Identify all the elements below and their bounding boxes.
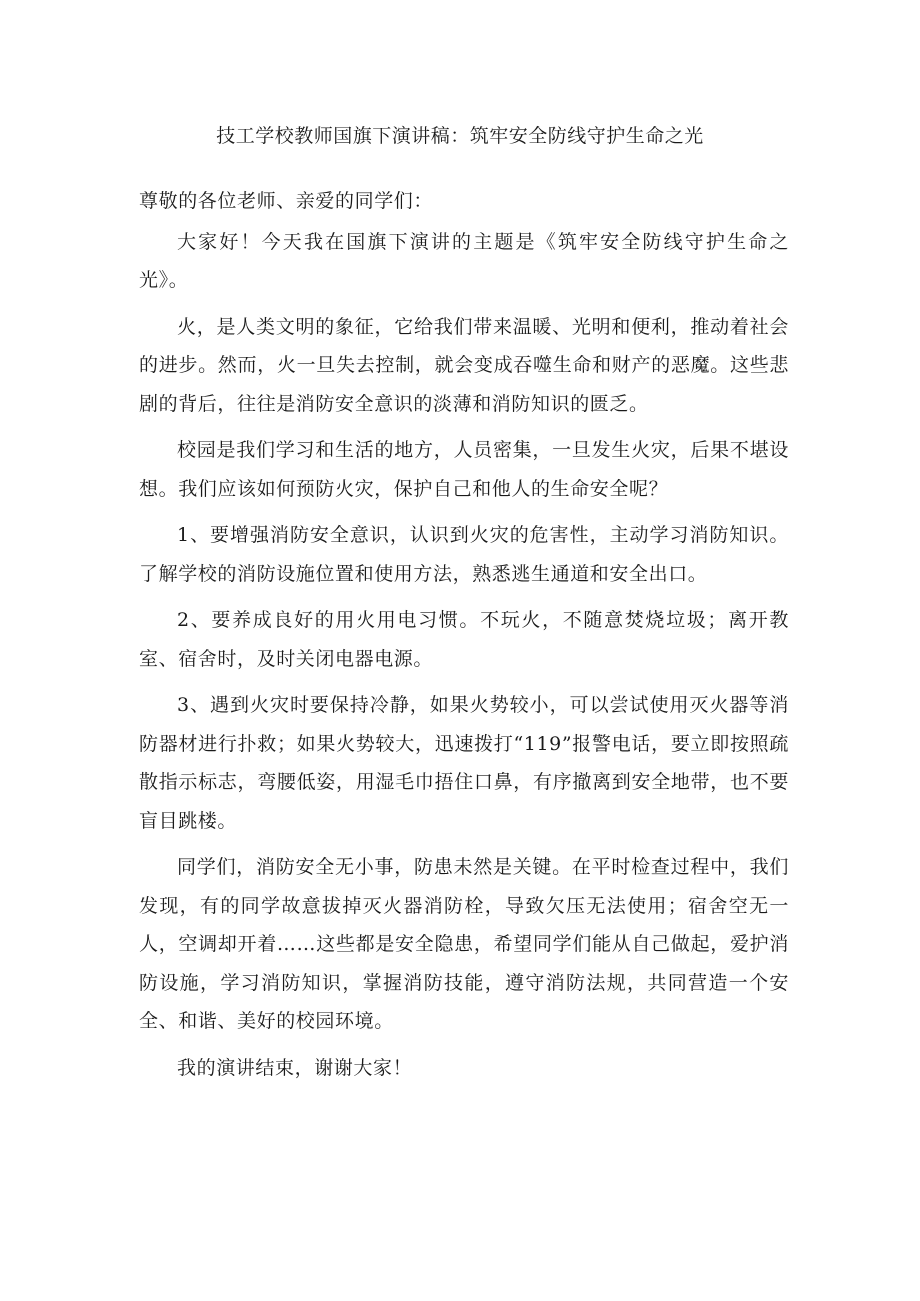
paragraph-intro: 大家好！今天我在国旗下演讲的主题是《筑牢安全防线守护生命之光》。 bbox=[139, 230, 789, 291]
paragraph-point-1: 1、要增强消防安全意识，认识到火灾的危害性，主动学习消防知识。了解学校的消防设施位置和使用方法，熟悉逃生通道和安全出口。 bbox=[139, 524, 789, 585]
paragraph-fire-symbol: 火，是人类文明的象征，它给我们带来温暖、光明和便利，推动着社会的进步。然而，火一旦失去控制，就会变成吞噬生命和财产的恶魔。这些悲剧的背后，往往是消防安全意识的淡薄和消防知识的匮乏。 bbox=[139, 315, 789, 415]
paragraph-point-3: 3、遇到火灾时要保持冷静，如果火势较小，可以尝试使用灭火器等消防器材进行扑救；如果火势较大，迅速拨打“119”报警电话，要立即按照疏散指示标志，弯腰低姿，用湿毛巾捂住口鼻，有序撤离到安全地带，也不要盲目跳楼。 bbox=[139, 694, 789, 832]
speech-body bbox=[139, 182, 789, 1095]
paragraph-call-to-action: 同学们，消防安全无小事，防患未然是关键。在平时检查过程中，我们发现，有的同学故意拔掉灭火器消防栓，导致欠压无法使用；宿舍空无一人，空调却开着……这些都是安全隐患，希望同学们能从自己做起，爱护消防设施，学习消防知识，掌握消防技能，遵守消防法规，共同营造一个安全、和谐、美好的校园环境。 bbox=[139, 856, 789, 1032]
paragraph-campus: 校园是我们学习和生活的地方，人员密集，一旦发生火灾，后果不堪设想。我们应该如何预防火灾，保护自己和他人的生命安全呢？ bbox=[139, 439, 789, 500]
page-title: 技工学校教师国旗下演讲稿：筑牢安全防线守护生命之光 bbox=[216, 125, 704, 147]
greeting: 尊敬的各位老师、亲爱的同学们： bbox=[139, 190, 434, 212]
paragraph-closing: 我的演讲结束，谢谢大家！ bbox=[177, 1056, 413, 1079]
paragraph-point-2: 2、要养成良好的用火用电习惯。不玩火，不随意焚烧垃圾；离开教室、宿舍时，及时关闭电器电源。 bbox=[139, 609, 789, 670]
